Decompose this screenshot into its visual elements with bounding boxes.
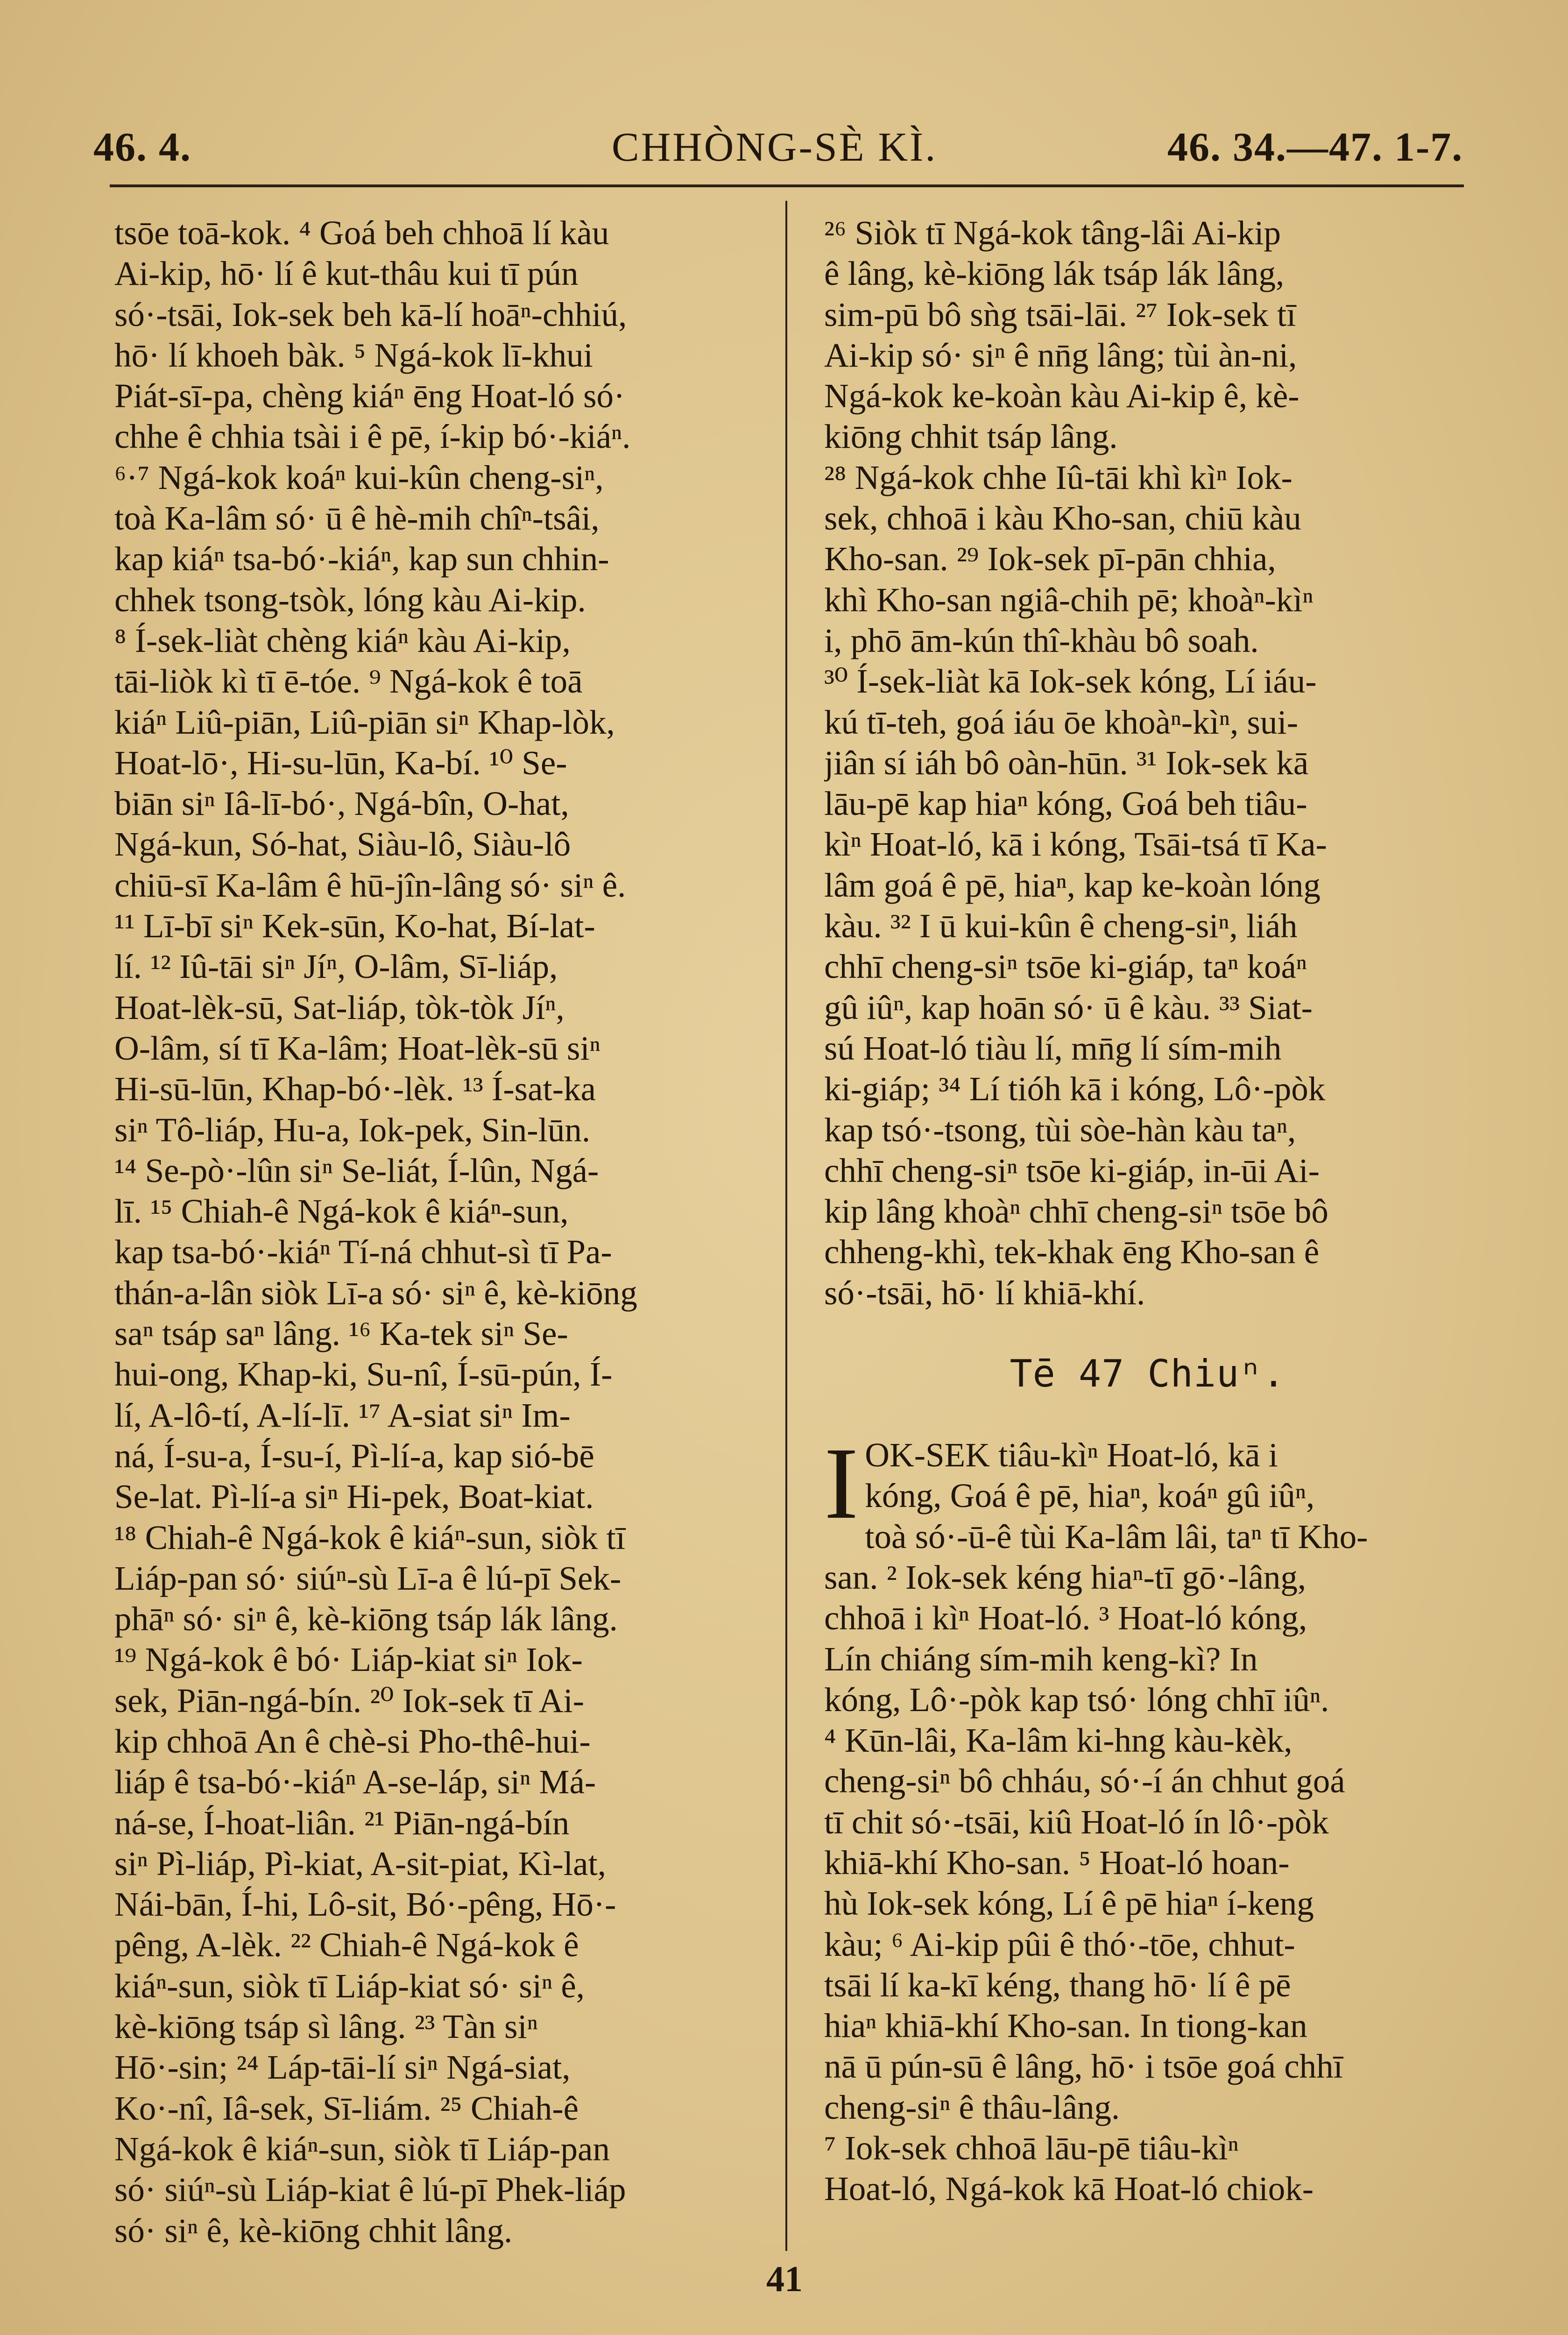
text-line: cheng-siⁿ bô chháu, só·-í án chhut goá bbox=[824, 1762, 1345, 1800]
text-line: chhek tsong-tsòk, lóng kàu Ai-kip. bbox=[114, 580, 586, 619]
text-line: i, phō ām-kún thî-khàu bô soah. bbox=[824, 621, 1259, 659]
text-line: kóng, Goá ê pē, hiaⁿ, koáⁿ gû iûⁿ, bbox=[865, 1477, 1315, 1515]
text-line: ⁷ Iok-sek chhoā lāu-pē tiâu-kìⁿ bbox=[824, 2129, 1239, 2167]
text-line: Lín chiáng sím-mih keng-kì? In bbox=[824, 1640, 1258, 1678]
text-line: tī chit só·-tsāi, kiû Hoat-ló ín lô·-pòk bbox=[824, 1803, 1329, 1841]
text-line: kìⁿ Hoat-ló, kā i kóng, Tsāi-tsá tī Ka- bbox=[824, 825, 1327, 863]
text-line: Ngá-kun, Só-hat, Siàu-lô, Siàu-lô bbox=[114, 825, 571, 863]
text-line: Ko·-nî, Iâ-sek, Sī-liám. ²⁵ Chiah-ê bbox=[114, 2089, 579, 2127]
text-line: pêng, A-lèk. ²² Chiah-ê Ngá-kok ê bbox=[114, 1926, 579, 1964]
text-line: ⁸ Í-sek-liàt chèng kiáⁿ kàu Ai-kip, bbox=[114, 621, 571, 659]
text-line: ²⁸ Ngá-kok chhe Iû-tāi khì kìⁿ Iok- bbox=[824, 458, 1293, 496]
text-line: lâm goá ê pē, hiaⁿ, kap ke-koàn lóng bbox=[824, 866, 1321, 904]
chapter-first-lines bbox=[824, 1435, 1471, 1516]
page-number: 41 bbox=[766, 2258, 803, 2299]
text-line: Liáp-pan só· siúⁿ-sù Lī-a ê lú-pī Sek- bbox=[114, 1559, 622, 1597]
text-line: Hoat-ló, Ngá-kok kā Hoat-ló chiok- bbox=[824, 2170, 1314, 2208]
text-line: toà Ka-lâm só· ū ê hè-mih chîⁿ-tsâi, bbox=[114, 499, 600, 538]
text-line: cheng-siⁿ ê thâu-lâng. bbox=[824, 2088, 1120, 2126]
text-line: lí, A-lô-tí, A-lí-lī. ¹⁷ A-siat siⁿ Im- bbox=[114, 1396, 571, 1434]
text-line: chhī cheng-siⁿ tsōe ki-giáp, taⁿ koáⁿ bbox=[824, 948, 1307, 986]
text-line: Ngá-kok ke-koàn kàu Ai-kip ê, kè- bbox=[824, 377, 1300, 415]
header-chapter-verse-right: 46. 34.—47. 1-7. bbox=[1167, 125, 1463, 170]
text-line: tsāi lí ka-kī kéng, thang hō· lí ê pē bbox=[824, 1966, 1291, 2004]
text-line: Hi-sū-lūn, Khap-bó·-lèk. ¹³ Í-sat-ka bbox=[114, 1070, 596, 1108]
right-column-bottom-text bbox=[824, 1516, 1471, 2209]
text-line: kiáⁿ-sun, siòk tī Liáp-kiat só· siⁿ ê, bbox=[114, 1967, 585, 2005]
text-line: liáp ê tsa-bó·-kiáⁿ A-se-láp, siⁿ Má- bbox=[114, 1763, 596, 1801]
text-line: san. ² Iok-sek kéng hiaⁿ-tī gō·-lâng, bbox=[824, 1558, 1307, 1596]
text-line: ³⁰ Í-sek-liàt kā Iok-sek kóng, Lí iáu- bbox=[824, 662, 1317, 700]
text-line: só· siúⁿ-sù Liáp-kiat ê lú-pī Phek-liáp bbox=[114, 2171, 626, 2209]
text-line: kè-kiōng tsáp sì lâng. ²³ Tàn siⁿ bbox=[114, 2008, 538, 2046]
text-line: Kho-san. ²⁹ Iok-sek pī-pān chhia, bbox=[824, 540, 1276, 578]
text-line: saⁿ tsáp saⁿ lâng. ¹⁶ Ka-tek siⁿ Se- bbox=[114, 1315, 568, 1353]
header-chapter-verse-left: 46. 4. bbox=[93, 125, 191, 170]
right-column bbox=[824, 212, 1471, 2209]
text-line: chhe ê chhia tsài i ê pē, í-kip bó·-kiáⁿ. bbox=[114, 417, 631, 456]
right-column-top-text bbox=[824, 212, 1471, 1313]
text-line: biān siⁿ Iâ-lī-bó·, Ngá-bîn, O-hat, bbox=[114, 785, 569, 823]
text-line: hui-ong, Khap-ki, Su-nî, Í-sū-pún, Í- bbox=[114, 1355, 613, 1394]
text-line: ki-giáp; ³⁴ Lí tióh kā i kóng, Lô·-pòk bbox=[824, 1070, 1326, 1108]
text-line: khiā-khí Kho-san. ⁵ Hoat-ló hoan- bbox=[824, 1843, 1290, 1882]
text-line: kap tsa-bó·-kiáⁿ Tí-ná chhut-sì tī Pa- bbox=[114, 1233, 612, 1271]
text-line: OK-SEK tiâu-kìⁿ Hoat-ló, kā i bbox=[865, 1436, 1278, 1474]
text-line: Hoat-lèk-sū, Sat-liáp, tòk-tòk Jíⁿ, bbox=[114, 988, 565, 1026]
text-line: kap tsó·-tsong, tùi sòe-hàn kàu taⁿ, bbox=[824, 1111, 1296, 1149]
text-line: Nái-bān, Í-hi, Lô-sit, Bó·-pêng, Hō·- bbox=[114, 1885, 616, 1924]
text-line: lí. ¹² Iû-tāi siⁿ Jíⁿ, O-lâm, Sī-liáp, bbox=[114, 948, 558, 986]
text-line: phāⁿ só· siⁿ ê, kè-kiōng tsáp lák lâng. bbox=[114, 1600, 618, 1638]
text-line: chhī cheng-siⁿ tsōe ki-giáp, in-ūi Ai- bbox=[824, 1151, 1320, 1189]
text-line: hō· lí khoeh bàk. ⁵ Ngá-kok lī-khui bbox=[114, 336, 593, 374]
text-line: tāi-liòk kì tī ē-tóe. ⁹ Ngá-kok ê toā bbox=[114, 662, 583, 700]
text-line: Hoat-lō·, Hi-su-lūn, Ka-bí. ¹⁰ Se- bbox=[114, 743, 567, 782]
text-line: ¹⁹ Ngá-kok ê bó· Liáp-kiat siⁿ Iok- bbox=[114, 1641, 583, 1679]
chapter-heading: Tē 47 Chiuⁿ. bbox=[1010, 1352, 1285, 1396]
text-line: O-lâm, sí tī Ka-lâm; Hoat-lèk-sū siⁿ bbox=[114, 1029, 600, 1067]
text-line: lāu-pē kap hiaⁿ kóng, Goá beh tiâu- bbox=[824, 785, 1307, 823]
column-divider bbox=[785, 201, 787, 2251]
text-line: ¹¹ Lī-bī siⁿ Kek-sūn, Ko-hat, Bí-lat- bbox=[114, 907, 595, 945]
text-line: kap kiáⁿ tsa-bó·-kiáⁿ, kap sun chhin- bbox=[114, 540, 609, 578]
text-line: ⁴ Kūn-lâi, Ka-lâm ki-hng kàu-kèk, bbox=[824, 1721, 1293, 1760]
header-book-title: CHHÒNG-SÈ KÌ. bbox=[612, 125, 938, 170]
text-line: só· siⁿ ê, kè-kiōng chhit lâng. bbox=[114, 2211, 513, 2250]
text-line: kóng, Lô·-pòk kap tsó· lóng chhī iûⁿ. bbox=[824, 1680, 1329, 1719]
text-line: ²⁶ Siòk tī Ngá-kok tâng-lâi Ai-kip bbox=[824, 214, 1281, 252]
text-line: só·-tsāi, Iok-sek beh kā-lí hoāⁿ-chhiú, bbox=[114, 295, 627, 333]
text-line: khì Kho-san ngiâ-chih pē; khoàⁿ-kìⁿ bbox=[824, 580, 1314, 619]
header-rule bbox=[110, 184, 1464, 187]
text-line: sú Hoat-ló tiàu lí, mn̄g lí sím-mih bbox=[824, 1029, 1282, 1067]
text-line: kip chhoā An ê chè-si Pho-thê-hui- bbox=[114, 1722, 591, 1760]
text-line: nā ū pún-sū ê lâng, hō· i tsōe goá chhī bbox=[824, 2047, 1343, 2086]
text-line: thán-a-lân siòk Lī-a só· siⁿ ê, kè-kiōng bbox=[114, 1274, 637, 1312]
text-line: hù Iok-sek kóng, Lí ê pē hiaⁿ í-keng bbox=[824, 1884, 1314, 1923]
text-line: ¹⁴ Se-pò·-lûn siⁿ Se-liát, Í-lûn, Ngá- bbox=[114, 1151, 599, 1189]
text-line: toà só·-ū-ê tùi Ka-lâm lâi, taⁿ tī Kho- bbox=[865, 1517, 1368, 1556]
text-line: Hō·-sin; ²⁴ Láp-tāi-lí siⁿ Ngá-siat, bbox=[114, 2048, 571, 2087]
text-line: Ai-kip só· siⁿ ê nn̄g lâng; tùi àn-ni, bbox=[824, 336, 1297, 374]
text-line: ná, Í-su-a, Í-su-í, Pì-lí-a, kap sió-bē bbox=[114, 1436, 594, 1475]
text-line: kàu. ³² I ū kui-kûn ê cheng-siⁿ, liáh bbox=[824, 907, 1298, 945]
drop-cap: I bbox=[824, 1426, 859, 1541]
text-line: chiū-sī Ka-lâm ê hū-jîn-lâng só· siⁿ ê. bbox=[114, 866, 626, 904]
text-line: ê lâng, kè-kiōng lák tsáp lák lâng, bbox=[824, 255, 1285, 293]
left-column bbox=[114, 212, 761, 2251]
text-line: só·-tsāi, hō· lí khiā-khí. bbox=[824, 1274, 1145, 1312]
text-line: tsōe toā-kok. ⁴ Goá beh chhoā lí kàu bbox=[114, 214, 609, 252]
text-line: kip lâng khoàⁿ chhī cheng-siⁿ tsōe bô bbox=[824, 1192, 1328, 1231]
text-line: jiân sí iáh bô oàn-hūn. ³¹ Iok-sek kā bbox=[824, 743, 1309, 782]
text-line: chhoā i kìⁿ Hoat-ló. ³ Hoat-ló kóng, bbox=[824, 1599, 1307, 1637]
text-line: gû iûⁿ, kap hoān só· ū ê kàu. ³³ Siat- bbox=[824, 988, 1313, 1026]
text-line: sek, Piān-ngá-bín. ²⁰ Iok-sek tī Ai- bbox=[114, 1681, 585, 1719]
text-line: kiōng chhit tsáp lâng. bbox=[824, 417, 1118, 456]
text-line: Ai-kip, hō· lí ê kut-thâu kui tī pún bbox=[114, 255, 579, 293]
text-line: kàu; ⁶ Ai-kip pûi ê thó·-tōe, chhut- bbox=[824, 1925, 1295, 1963]
text-line: kiáⁿ Liû-piān, Liû-piān siⁿ Khap-lòk, bbox=[114, 703, 615, 741]
text-line: Se-lat. Pì-lí-a siⁿ Hi-pek, Boat-kiat. bbox=[114, 1478, 594, 1516]
running-header bbox=[0, 110, 1568, 170]
text-line: chheng-khì, tek-khak ēng Kho-san ê bbox=[824, 1233, 1320, 1271]
text-line: kú tī-teh, goá iáu ōe khoàⁿ-kìⁿ, sui- bbox=[824, 703, 1299, 741]
text-line: sim-pū bô sǹg tsāi-lāi. ²⁷ Iok-sek tī bbox=[824, 295, 1296, 333]
text-line: siⁿ Pì-liáp, Pì-kiat, A-sit-piat, Kì-lat, bbox=[114, 1844, 607, 1882]
text-line: ⁶·⁷ Ngá-kok koáⁿ kui-kûn cheng-siⁿ, bbox=[114, 458, 604, 496]
text-line: Piát-sī-pa, chèng kiáⁿ ēng Hoat-ló só· bbox=[114, 377, 625, 415]
text-line: Ngá-kok ê kiáⁿ-sun, siòk tī Liáp-pan bbox=[114, 2130, 610, 2168]
text-line: ¹⁸ Chiah-ê Ngá-kok ê kiáⁿ-sun, siòk tī bbox=[114, 1518, 626, 1557]
text-line: ná-se, Í-hoat-liân. ²¹ Piān-ngá-bín bbox=[114, 1804, 570, 1842]
text-line: siⁿ Tô-liáp, Hu-a, Iok-pek, Sin-lūn. bbox=[114, 1111, 591, 1149]
text-line: lī. ¹⁵ Chiah-ê Ngá-kok ê kiáⁿ-sun, bbox=[114, 1192, 569, 1231]
text-line: hiaⁿ khiā-khí Kho-san. In tiong-kan bbox=[824, 2007, 1307, 2045]
text-line: sek, chhoā i kàu Kho-san, chiū kàu bbox=[824, 499, 1301, 538]
